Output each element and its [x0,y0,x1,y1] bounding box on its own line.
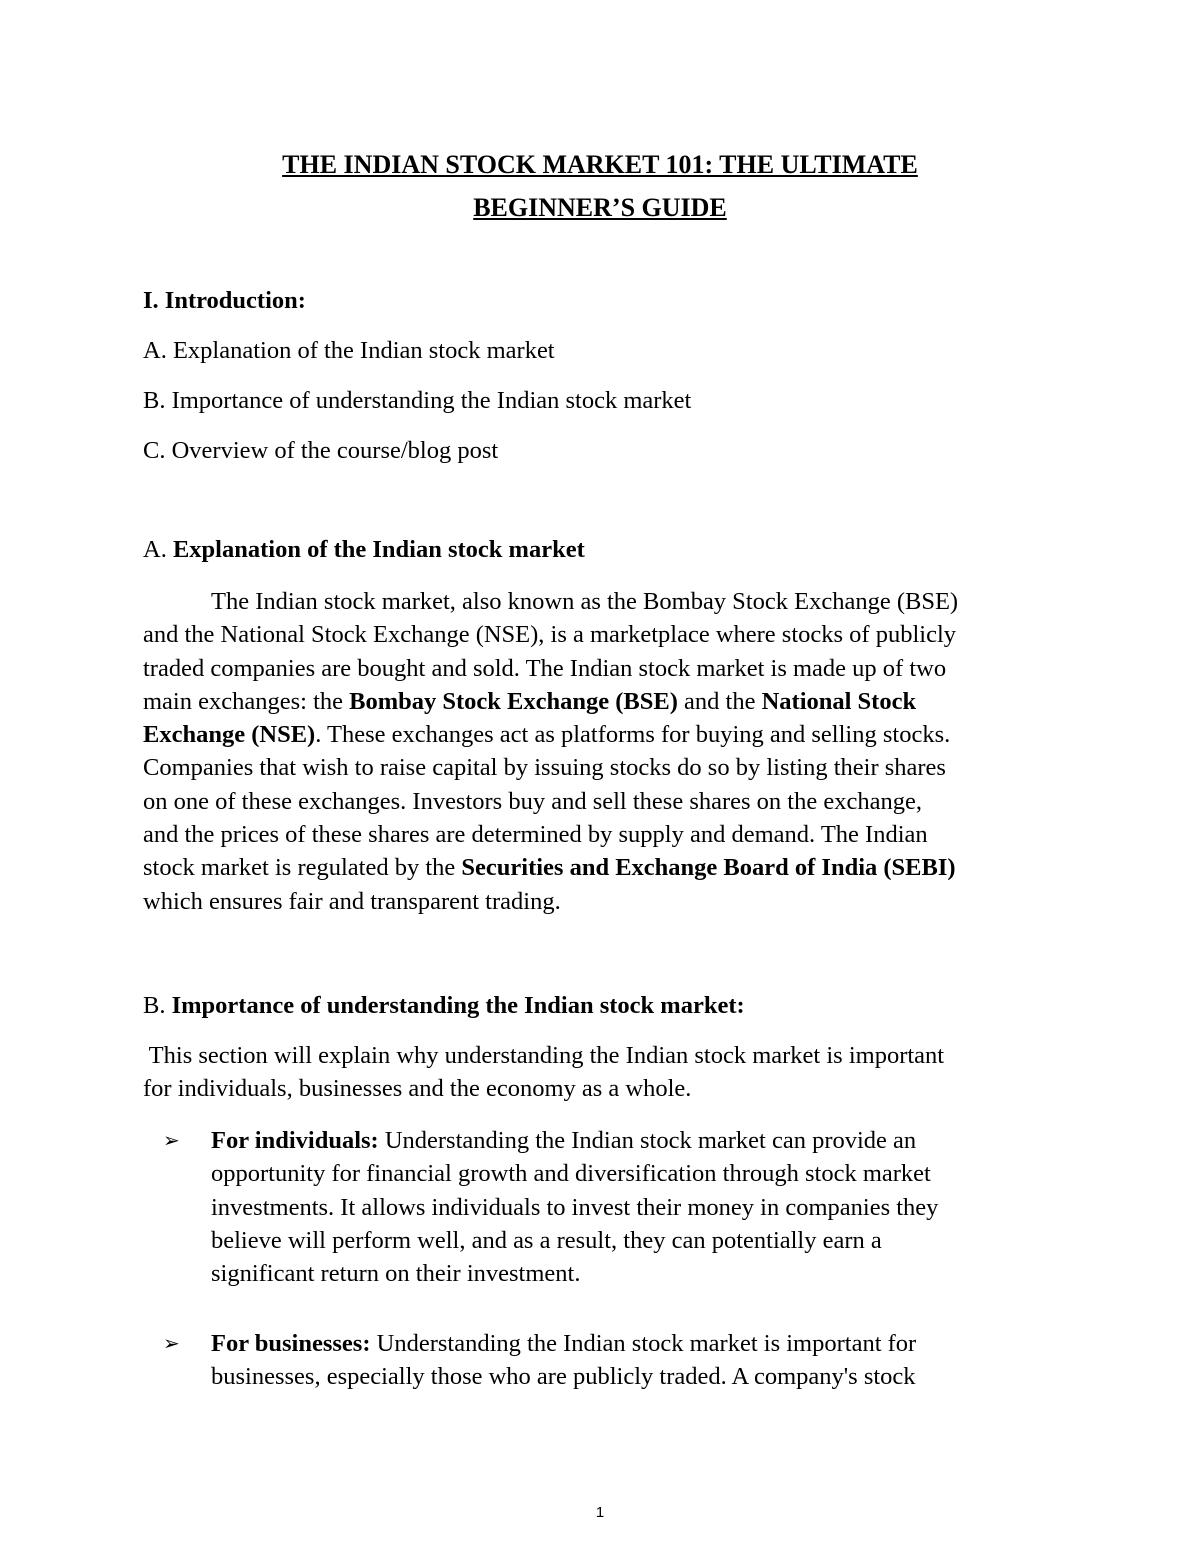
paragraph-line [143,685,1073,718]
bullet-line: opportunity for financial growth and diversification through stock market [211,1160,931,1188]
text-run: stock market is regulated by the [143,854,462,882]
paragraph-line: and the prices of these shares are determined by supply and demand. The Indian [143,821,928,849]
nse-term: Exchange (NSE) [143,721,316,749]
paragraph-line: and the National Stock Exchange (NSE), is a marketplace where stocks of publicly [143,621,957,649]
section-a-title: Explanation of the Indian stock market [172,536,585,563]
intro-heading: I. Introduction: [143,287,306,314]
bullet-businesses [211,1327,1071,1394]
section-b-title: Importance of understanding the Indian stock market: [171,992,745,1019]
bullet-line: significant return on their investment. [211,1260,581,1288]
paragraph-line: This section will explain why understanding the Indian stock market is important [143,1042,945,1069]
page-number: 1 [595,1504,605,1521]
title-line-2: BEGINNER’S GUIDE [473,193,727,222]
bullet-line: believe will perform well, and as a result, they can potentially earn a [211,1226,882,1254]
intro-item-b: B. Importance of understanding the Indian stock market [143,387,692,414]
sebi-term: Securities and Exchange Board of India (SEBI) [461,854,956,882]
bullet-line [211,1327,1071,1360]
text-run: Understanding the Indian stock market is important for [370,1330,917,1357]
bullet-label: For businesses: [211,1330,371,1357]
intro-item-c: C. Overview of the course/blog post [143,437,499,464]
arrow-bullet-icon: ➢ [163,1331,180,1355]
bse-term: Bombay Stock Exchange (BSE) [349,687,678,715]
paragraph-line: Companies that wish to raise capital by issuing stocks do so by listing their shares [143,754,946,782]
section-b-intro [143,1039,1073,1106]
section-a-paragraph [143,585,1073,918]
intro-item-a: A. Explanation of the Indian stock market [143,337,555,364]
document-title [0,143,1200,229]
paragraph-line: traded companies are bought and sold. The Indian stock market is made up of two [143,654,947,682]
paragraph-line: which ensures fair and transparent trading. [143,887,561,915]
text-run: Understanding the Indian stock market can provide an [378,1127,917,1154]
bullet-line: businesses, especially those who are publicly traded. A company's stock [211,1363,916,1391]
text-run: . These exchanges act as platforms for buying and selling stocks. [315,721,951,749]
bullet-label: For individuals: [211,1127,379,1154]
arrow-bullet-icon: ➢ [163,1128,180,1152]
section-a-prefix: A. [143,536,173,563]
title-line-1: THE INDIAN STOCK MARKET 101: THE ULTIMATE [282,150,918,179]
paragraph-line: for individuals, businesses and the economy as a whole. [143,1075,692,1103]
bullet-individuals [211,1124,1071,1290]
paragraph-line: The Indian stock market, also known as the Bombay Stock Exchange (BSE) [211,588,959,615]
text-run: and the [677,687,762,715]
paragraph-line [143,718,1073,751]
section-b-heading [143,989,1073,1022]
bullet-line: investments. It allows individuals to invest their money in companies they [211,1193,939,1221]
section-a-heading [143,533,1073,566]
paragraph-line [143,851,1073,884]
text-run: main exchanges: the [143,687,350,715]
section-b-prefix: B. [143,992,172,1019]
nse-term: National Stock [761,687,917,715]
paragraph-line: on one of these exchanges. Investors buy and sell these shares on the exchange, [143,787,922,815]
bullet-line [211,1124,1071,1157]
